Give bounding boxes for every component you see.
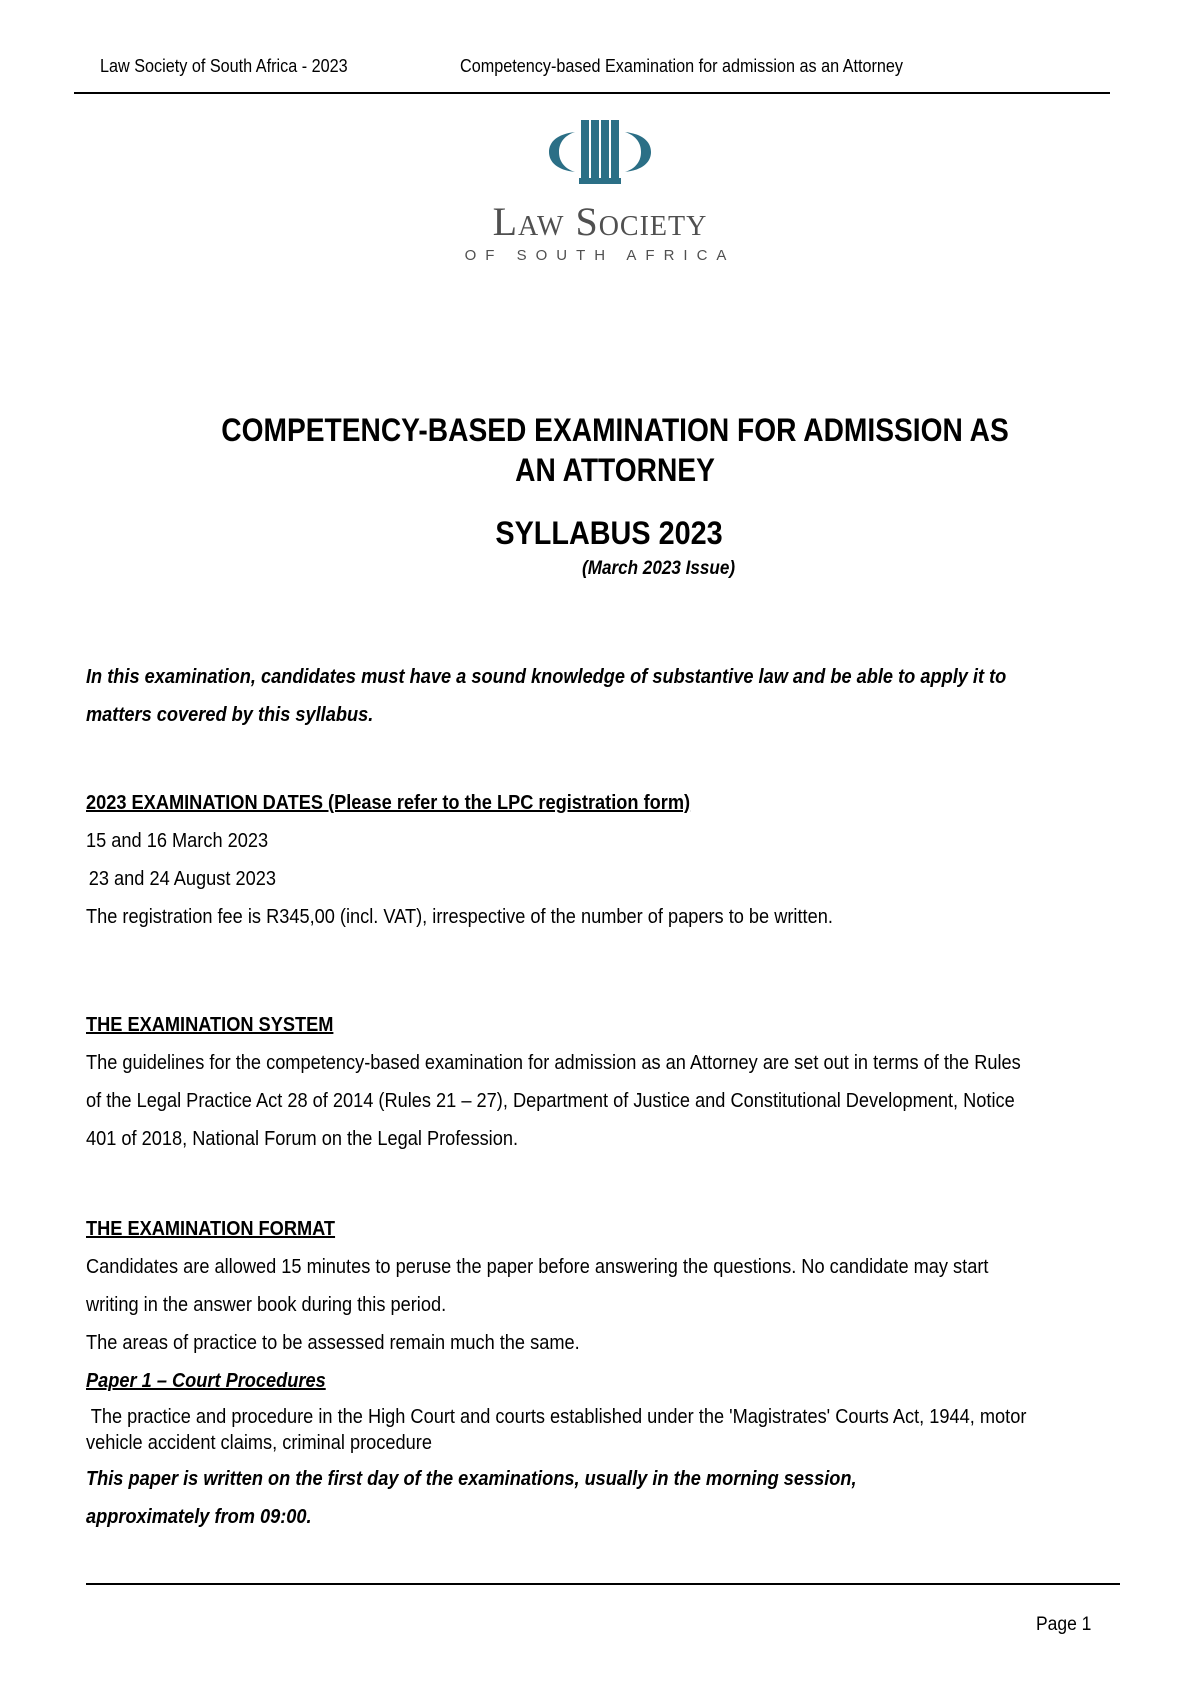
- exam-dates-section: [86, 784, 1096, 936]
- paper-1-line-2: vehicle accident claims, criminal procedure: [86, 1432, 432, 1454]
- paper-1-note-line-1: This paper is written on the first day of the examinations, usually in the morning session,: [86, 1468, 857, 1490]
- exam-format-heading: THE EXAMINATION FORMAT: [86, 1218, 336, 1240]
- paper-1-line-1: The practice and procedure in the High Court and courts established under the 'Magistrates' Courts Act, 1944, motor: [86, 1406, 1027, 1428]
- running-header-left: Law Society of South Africa - 2023: [100, 56, 348, 76]
- logo-subtitle: OF SOUTH AFRICA: [464, 247, 736, 264]
- title-line-1: COMPETENCY-BASED EXAMINATION FOR ADMISSION AS: [221, 412, 1009, 448]
- paper-1-description: [86, 1404, 1096, 1456]
- exam-format-line-2: writing in the answer book during this period.: [86, 1294, 447, 1316]
- issue-note: (March 2023 Issue): [582, 558, 736, 579]
- exam-format-line-3: The areas of practice to be assessed remain much the same.: [86, 1332, 580, 1354]
- header-divider: [74, 92, 1110, 94]
- exam-dates-heading: 2023 EXAMINATION DATES (Please refer to the LPC registration form): [86, 792, 691, 814]
- document-title: [74, 410, 1156, 490]
- pillar-emblem-icon: [535, 118, 665, 190]
- exam-system-line-3: 401 of 2018, National Forum on the Legal Profession.: [86, 1128, 519, 1150]
- registration-fee: The registration fee is R345,00 (incl. VAT), irrespective of the number of papers to be written.: [86, 906, 833, 928]
- exam-system-heading: THE EXAMINATION SYSTEM: [86, 1014, 334, 1036]
- exam-system-section: [86, 1006, 1096, 1158]
- intro-line-2: matters covered by this syllabus.: [86, 704, 374, 726]
- footer-divider: [86, 1583, 1120, 1585]
- exam-date-march: 15 and 16 March 2023: [86, 830, 269, 852]
- paper-1-heading: Paper 1 – Court Procedures: [86, 1370, 326, 1392]
- exam-system-line-1: The guidelines for the competency-based examination for admission as an Attorney are set out in terms of the Rules: [86, 1052, 1021, 1074]
- exam-date-august: 23 and 24 August 2023: [88, 868, 276, 890]
- page-number: Page 1: [1036, 1614, 1092, 1635]
- law-society-logo: [0, 118, 1200, 264]
- intro-line-1: In this examination, candidates must have a sound knowledge of substantive law and be able to apply it to: [86, 666, 1007, 688]
- running-header-right: Competency-based Examination for admission as an Attorney: [460, 56, 904, 76]
- syllabus-heading: SYLLABUS 2023: [495, 515, 723, 551]
- paper-1-note-line-2: approximately from 09:00.: [86, 1506, 312, 1528]
- logo-wordmark: Law Society: [492, 199, 708, 244]
- exam-format-line-1: Candidates are allowed 15 minutes to peruse the paper before answering the questions. No candidate may start: [86, 1256, 989, 1278]
- exam-system-line-2: of the Legal Practice Act 28 of 2014 (Rules 21 – 27), Department of Justice and Constitutional Development, Notice: [86, 1090, 1015, 1112]
- exam-format-section: [86, 1210, 1096, 1536]
- title-line-2: AN ATTORNEY: [515, 452, 715, 488]
- intro-paragraph: [86, 658, 1096, 734]
